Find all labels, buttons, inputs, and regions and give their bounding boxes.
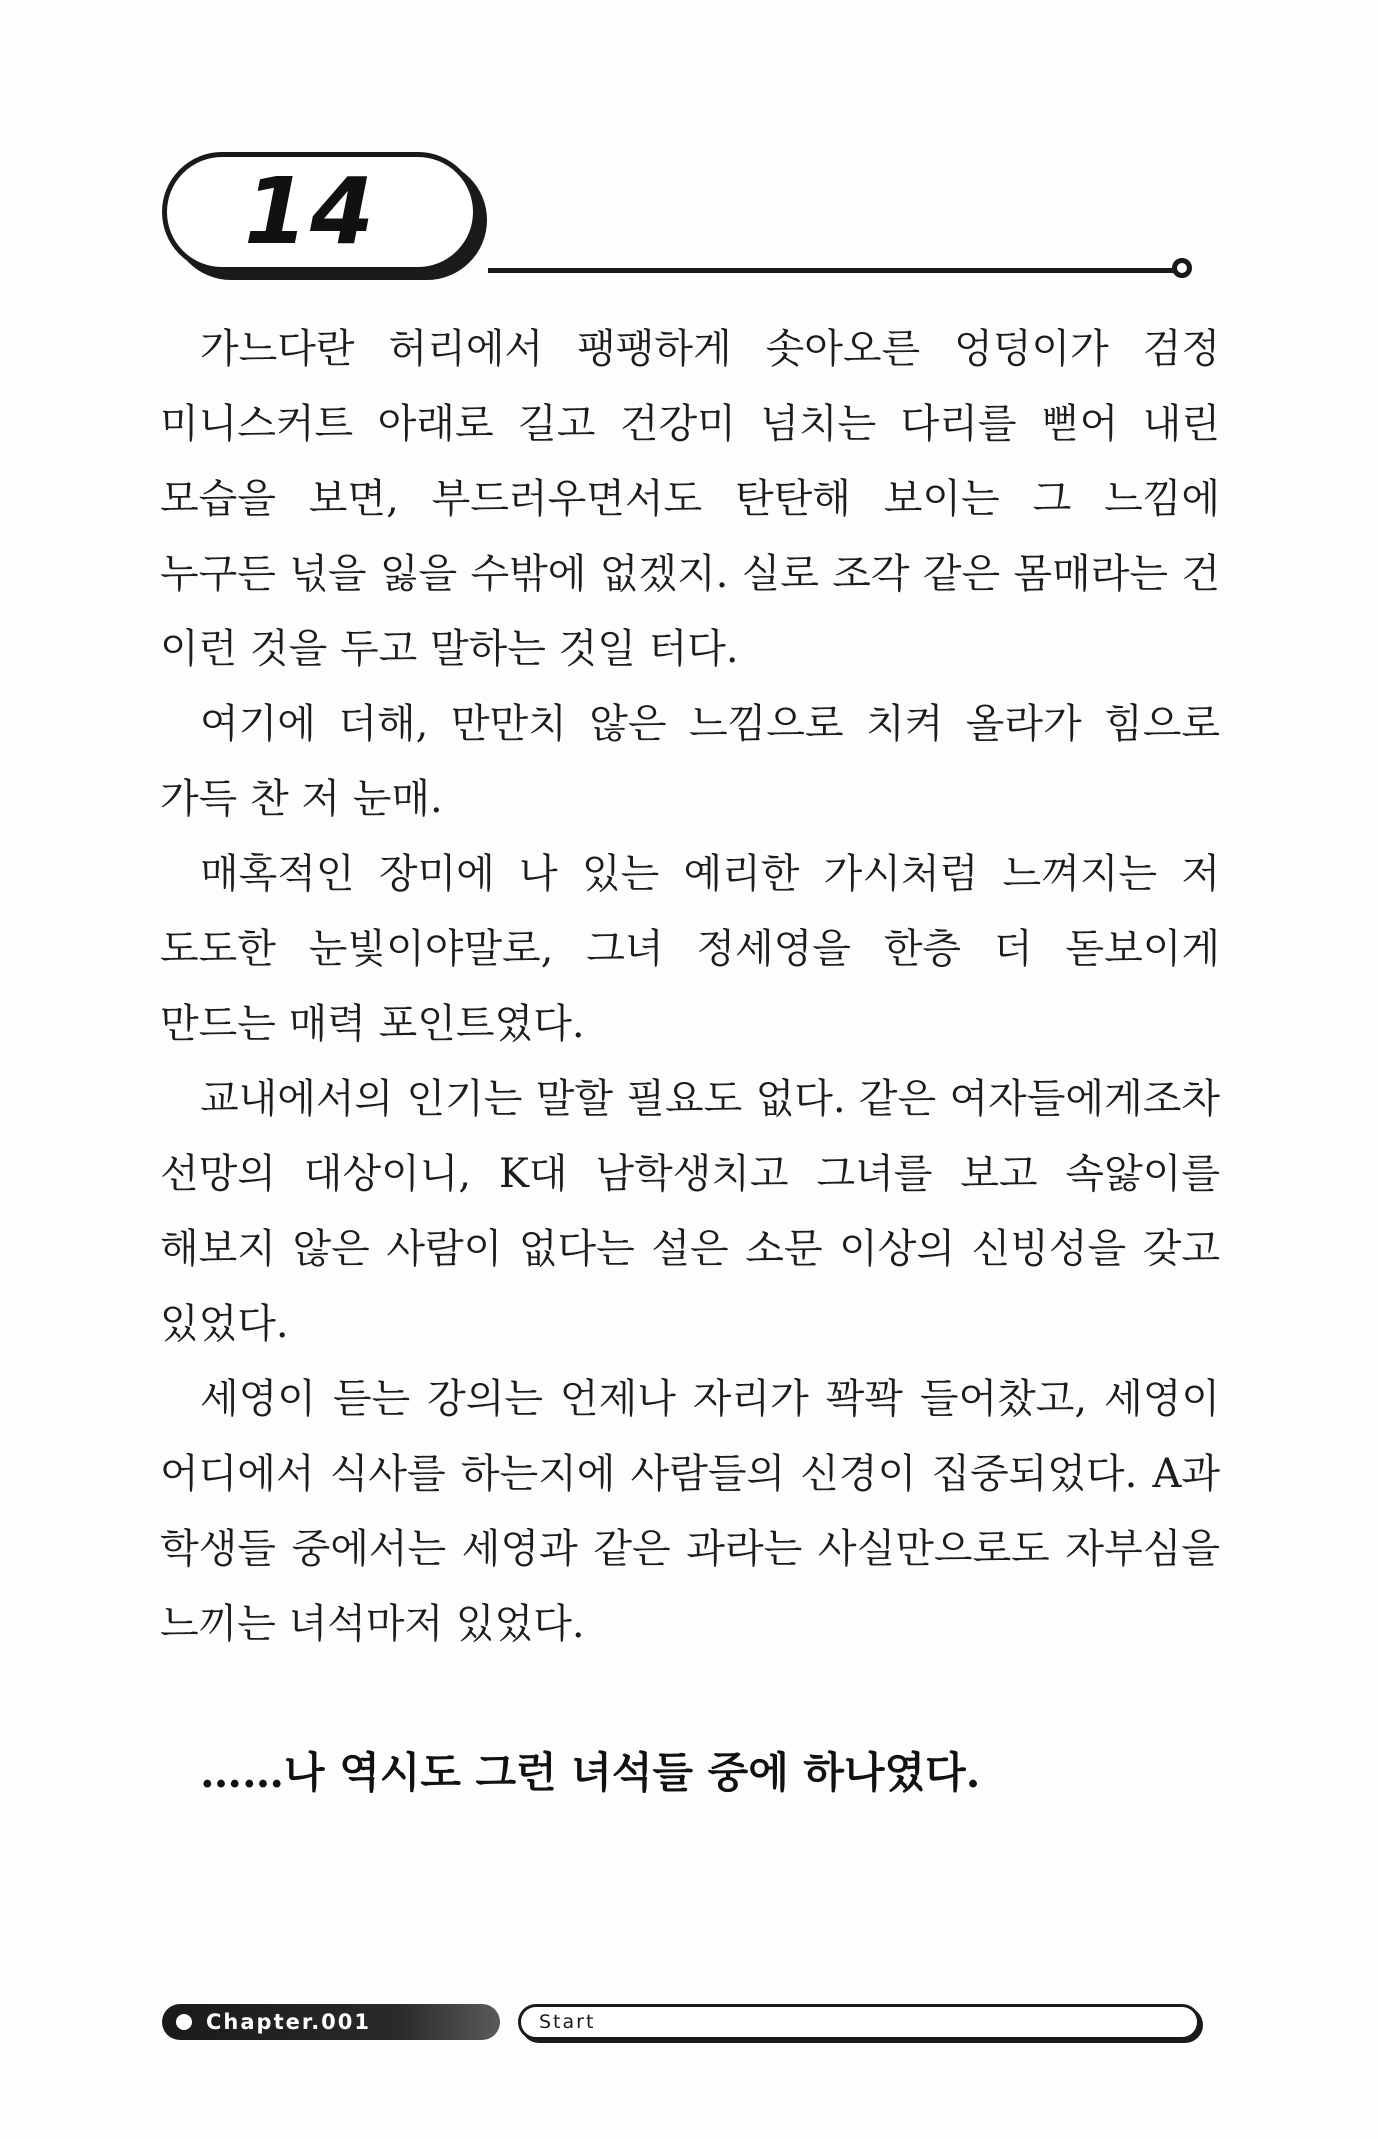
header-rule — [488, 268, 1180, 273]
paragraph-2: 여기에 더해, 만만치 않은 느낌으로 치켜 올라가 힘으로 가득 찬 저 눈매. — [160, 701, 1220, 822]
bullet-dot-icon — [176, 2014, 192, 2030]
footer-section-tab — [518, 2004, 1200, 2040]
page-number-badge — [162, 152, 478, 272]
paragraph-3: 매혹적인 장미에 나 있는 예리한 가시처럼 느껴지는 저 도도한 눈빛이야말로, 그녀 정세영을 한층 더 돋보이게 만드는 매력 포인트였다. — [160, 851, 1220, 1047]
footer-chapter-label: Chapter.001 — [206, 2010, 372, 2034]
footer-section-label: Start — [539, 2011, 596, 2033]
paragraph-4: 교내에서의 인기는 말할 필요도 없다. 같은 여자들에게조차 선망의 대상이니, K대 남학생치고 그녀를 보고 속앓이를 해보지 않은 사람이 없다는 설은 소문 이상의 신빙성을 갖고 있었다. — [160, 1076, 1220, 1347]
paragraph-5: 세영이 듣는 강의는 언제나 자리가 꽉꽉 들어찼고, 세영이 어디에서 식사를 하는지에 사람들의 신경이 집중되었다. A과 학생들 중에서는 세영과 같은 과라는 사실만으로도 자부심을 느끼는 녀석마저 있었다. — [160, 1376, 1220, 1647]
closing-line: ……나 역시도 그런 녀석들 중에 하나였다. — [200, 1748, 981, 1797]
page-number: 14 — [243, 158, 377, 265]
footer-chapter-tab — [162, 2004, 500, 2040]
body-text — [160, 312, 1220, 1662]
paragraph-1: 가느다란 허리에서 팽팽하게 솟아오른 엉덩이가 검정 미니스커트 아래로 길고 건강미 넘치는 다리를 뻗어 내린 모습을 보면, 부드러우면서도 탄탄해 보이는 그 느낌에 누구든 넋을 잃을 수밖에 없겠지. 실로 조각 같은 몸매라는 건 이런 것을 두고 말하는 것일 터다. — [160, 326, 1220, 672]
header-rule-end-circle-icon — [1172, 258, 1192, 278]
